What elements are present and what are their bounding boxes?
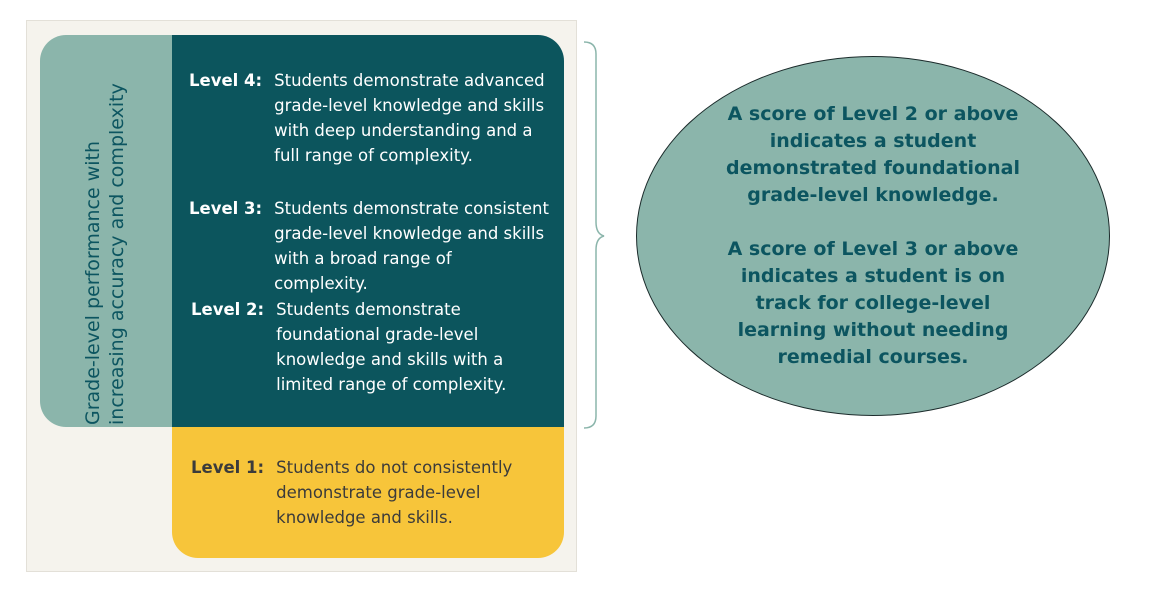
level-2-entry xyxy=(191,297,551,397)
summary-callout-ellipse xyxy=(636,56,1110,416)
level-2-label: Level 2: xyxy=(191,300,265,319)
callout-statement-level-3: A score of Level 3 or above indicates a student is on track for college-level learning without needing remedial courses. xyxy=(727,238,1019,368)
level-4-label: Level 4: xyxy=(189,71,263,90)
level-4-entry xyxy=(189,68,549,168)
level-1-entry xyxy=(191,455,551,530)
level-3-description: Students demonstrate consistent grade-level knowledge and skills with a broad range of complexity. xyxy=(274,199,549,293)
side-performance-label: Grade-level performance with increasing accuracy and complexity xyxy=(82,83,128,425)
callout-statement-level-2: A score of Level 2 or above indicates a student demonstrated foundational grade-level knowledge. xyxy=(726,103,1020,206)
level-4-description: Students demonstrate advanced grade-level knowledge and skills with deep understanding and a full range of complexity. xyxy=(274,71,545,165)
right-curly-brace xyxy=(580,40,606,432)
level-3-entry xyxy=(189,196,549,296)
level-3-label: Level 3: xyxy=(189,199,263,218)
level-1-label: Level 1: xyxy=(191,458,265,477)
level-1-description: Students do not consistently demonstrate grade-level knowledge and skills. xyxy=(276,458,513,527)
level-2-description: Students demonstrate foundational grade-level knowledge and skills with a limited range of complexity. xyxy=(276,300,507,394)
